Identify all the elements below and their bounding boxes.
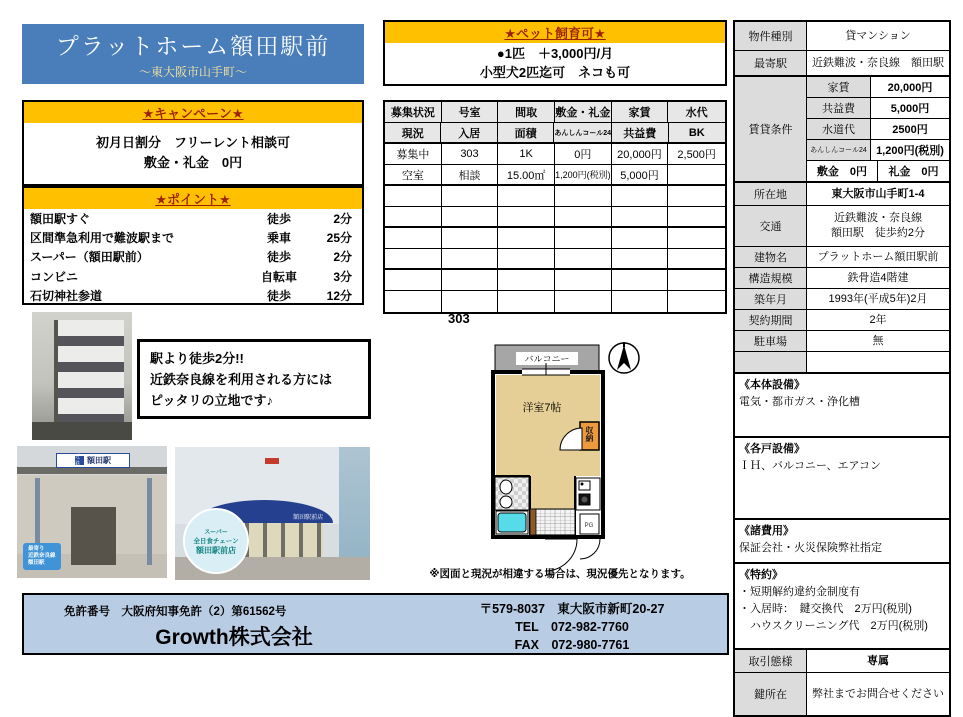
campaign-line-1: 初月日割分 フリーレント相談可 [96,135,290,150]
facilities-section [735,374,949,438]
availability-table [383,100,727,314]
cell: 相談 [442,165,499,186]
detail-value: 1993年(平成5年)2月 [828,292,928,305]
detail-value: 2年 [869,313,887,326]
cell: 0円 [555,144,612,165]
cell: 空室 [385,165,442,186]
section-body: ＩＨ、バルコニー、エアコン [739,460,882,472]
cell: 1,200円(税別) [555,165,612,186]
section-body: 電気・都市ガス・浄化槽 [739,396,860,408]
table-row [385,165,725,186]
station-photo [17,446,167,578]
station-column [147,478,152,565]
pet-line-2: 小型犬2匹迄可 ネコも可 [479,65,631,80]
point-name: 額田駅すぐ [30,212,91,227]
supermarket-badge-line: 額田駅前店 [196,545,236,555]
fees-section [735,520,949,564]
station-sign-text: 額田駅 [87,455,111,465]
special-terms-section [735,564,949,650]
col-header: 面積 [498,123,554,144]
detail-label: 駐車場 [735,331,807,351]
table-row [385,144,725,165]
point-name: 区間準急利用で難波駅まで [30,231,175,246]
company-address: 〒579-8037 東大阪市新町20-27 [479,602,665,616]
rent-value: 1,200円(税別) [876,145,944,157]
red-sign [265,458,279,464]
supermarket-badge [183,508,249,574]
station-badge-line: 近鉄奈良線 [28,553,56,559]
detail-label: 最寄駅 [735,51,807,75]
property-subtitle: ～東大阪市山手町～ [138,65,247,79]
point-row [24,247,362,266]
col-header: 間取 [498,102,555,123]
cell: 2,500円 [668,144,725,165]
section-body: ・入居時： 鍵交換代 2万円(税別) [739,603,912,615]
property-title: プラットホーム額田駅前 [55,33,331,59]
station-badge-line: 額田駅 [28,560,45,566]
rent-key: 水道代 [807,119,871,139]
col-header: 号室 [442,102,499,123]
col-header: あんしんコール24 [554,123,612,144]
detail-label: 賃貸条件 [735,77,807,181]
sink [500,496,512,508]
detail-value: 無 [872,334,884,347]
cell: 1K [498,144,555,165]
unit-equipment-section [735,438,949,520]
supermarket-badge-line: スーパー [204,529,228,536]
detail-row-station [735,51,949,77]
station-entrance [71,507,116,565]
closet-label: 収納 [585,426,594,442]
detail-label: 交通 [735,206,807,246]
rent-row [807,77,949,98]
entrance-area [533,509,575,535]
toilet [500,480,512,494]
detail-row-type [735,22,949,51]
campaign-line-2: 敷金・礼金 0円 [143,155,243,170]
point-row [24,228,362,247]
callout-line-2: 近鉄奈良線を利用される方には [150,371,333,387]
detail-label: 建物名 [735,247,807,267]
key-money-value: 礼金 0円 [888,166,939,178]
detail-row-term [735,310,949,331]
point-mode: 徒歩 [266,250,291,265]
rent-row [807,161,949,181]
point-time: 2分 [333,250,352,265]
col-header: 募集状況 [385,102,442,123]
detail-value: 専属 [867,654,889,667]
col-header: 家賃 [612,102,669,123]
pet-line-1: ●1匹 ＋3,000円/月 [496,46,614,61]
detail-row-access [735,206,949,247]
section-body: 保証会社・火災保険弊社指定 [739,542,882,554]
balcony-label: バルコニー [524,354,570,364]
cell [668,165,725,186]
detail-row-structure [735,268,949,289]
company-name: Growth株式会社 [155,626,313,649]
section-body: ・短期解約違約金制度有 [739,586,860,598]
rent-key: 家賃 [807,77,871,97]
point-row [24,286,362,305]
col-header: 共益費 [612,123,668,144]
table-row-empty [385,228,725,249]
point-time: 2分 [333,212,352,227]
details-panel [733,20,951,717]
station-sign [56,453,130,468]
bathroom [495,477,529,510]
rent-row [807,98,949,119]
cell: 15.00㎡ [498,165,555,186]
table-row-empty [385,186,725,207]
detail-label: 構造規模 [735,268,807,288]
rent-value: 5,000円 [890,103,930,115]
rent-row [807,119,949,140]
shoe-box [530,509,536,535]
plan-note: ※図面と現況が相違する場合は、現況優先となります。 [429,568,691,580]
cell: 20,000円 [612,144,669,165]
point-mode: 乗車 [266,231,291,246]
point-name: スーパー（額田駅前） [30,250,149,265]
cell: 303 [442,144,499,165]
detail-row-deal [735,650,949,673]
col-header: 敷金・礼金 [555,102,612,123]
detail-label: 契約期間 [735,310,807,330]
point-name: コンビニ [30,269,79,284]
access-line: 額田駅 徒歩約2分 [830,227,926,239]
bathtub [498,513,526,532]
point-time: 12分 [326,288,352,303]
building-base [32,422,132,440]
points-box [22,186,364,305]
col-header: BK [669,123,725,144]
station-badge-line: 最寄り [28,546,45,552]
point-time: 3分 [333,269,352,284]
company-fax: FAX 072-980-7761 [514,638,630,652]
supermarket-badge-line: 全日食チェーン [193,537,239,545]
section-body: ハウスクリーニング代 2万円(税別) [739,620,928,632]
detail-value: 貸マンション [845,29,911,42]
col-header: 入居 [441,123,497,144]
cell: 5,000円 [612,165,669,186]
detail-value: 東大阪市山手町1-4 [831,187,925,200]
rent-value: 2500円 [892,124,928,136]
detail-value: プラットホーム額田駅前 [817,250,939,263]
room-number-label: 303 [448,311,470,326]
detail-value: 近鉄難波・奈良線 額田駅 [812,56,944,69]
room-label: 洋室7帖 [522,402,562,414]
rent-key: あんしんコール24 [807,140,871,160]
detail-label: 築年月 [735,289,807,309]
supermarket-photo [175,447,370,580]
col-header: 現況 [385,123,441,144]
table-row-empty [385,207,725,228]
callout-line-3: ピッタリの立地です♪ [150,392,273,408]
cell: 募集中 [385,144,442,165]
detail-label: 取引態様 [735,650,807,672]
detail-row-address [735,183,949,206]
points-header: ★ポイント★ [24,188,362,209]
table-header-row [385,102,725,123]
railway-logo: 近鉄 [75,456,84,465]
section-title: 《特約》 [739,569,783,581]
campaign-box [22,100,364,186]
table-row-empty [385,249,725,270]
floor-plan [430,303,710,598]
pet-box [383,20,727,86]
deposit-value: 敷金 0円 [807,161,878,181]
section-title: 《本体設備》 [739,379,805,391]
detail-value: 鉄骨造4階建 [847,271,909,284]
point-mode: 徒歩 [266,288,291,303]
detail-row-building [735,247,949,268]
footer [22,593,729,655]
table-row-empty [385,270,725,291]
rent-value: 20,000円 [887,82,933,94]
kitchen-sink [579,481,590,490]
detail-label: 鍵所在 [735,673,807,715]
building-photo [32,312,132,440]
title-bar [22,24,364,84]
detail-row-parking [735,331,949,352]
point-mode: 自転車 [260,269,297,284]
station-roof [17,467,167,474]
campaign-header: ★キャンペーン★ [24,102,362,123]
awning-text: 額田駅前店 [293,515,324,522]
table-header-row [385,123,725,144]
detail-value: 弊社までお問合せください [812,687,944,700]
detail-row-built [735,289,949,310]
second-door-arc [580,539,600,559]
callout-box [137,339,371,419]
detail-label: 物件種別 [735,22,807,50]
point-mode: 徒歩 [266,212,291,227]
rent-conditions [735,77,949,183]
station-badge [23,543,61,570]
detail-row-key [735,673,949,715]
detail-row-empty [735,352,949,374]
building-shape [54,320,124,428]
section-title: 《各戸設備》 [739,443,805,455]
company-tel: TEL 072-982-7760 [515,620,629,634]
point-row [24,267,362,286]
col-header: 水代 [668,102,725,123]
section-title: 《諸費用》 [739,525,794,537]
rent-row [807,140,949,161]
detail-label: 所在地 [735,183,807,205]
license-number: 免許番号 大阪府知事免許（2）第61562号 [64,606,287,618]
rent-key: 共益費 [807,98,871,118]
pg-label: PG [584,523,594,529]
callout-line-1: 駅より徒歩2分!! [150,350,244,366]
point-row [24,209,362,228]
pet-header: ★ペット飼育可★ [385,22,725,43]
access-line: 近鉄難波・奈良線 [834,212,922,224]
point-name: 石切神社参道 [30,288,103,303]
point-time: 25分 [326,231,352,246]
